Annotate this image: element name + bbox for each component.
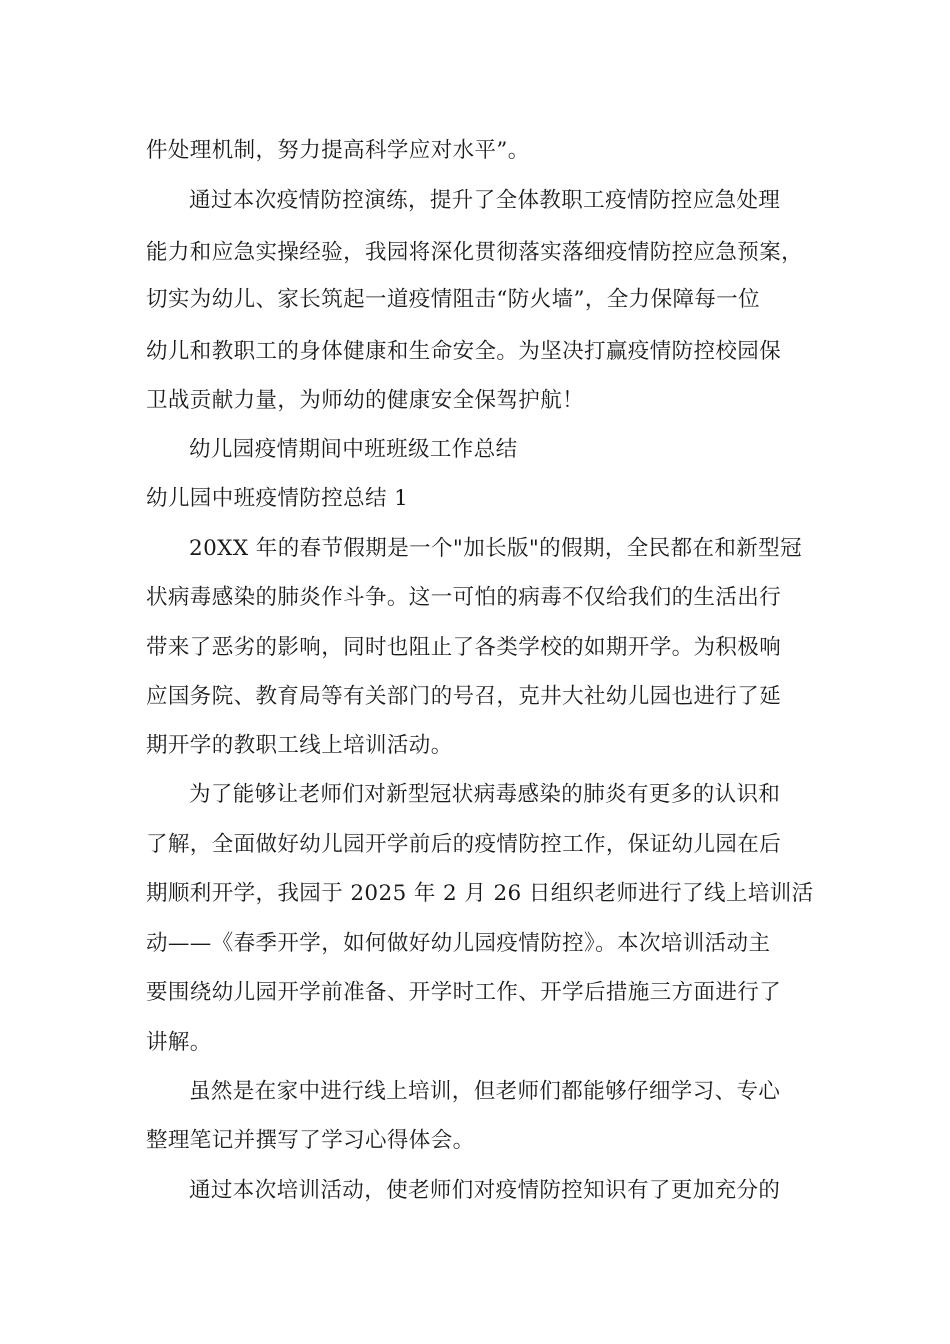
text-line: 应国务院、教育局等有关部门的号召，克井大社幼儿园也进行了延 — [146, 684, 782, 709]
text-line: 带来了恶劣的影响，同时也阻止了各类学校的如期开学。为积极响 — [146, 635, 782, 660]
text-line: 期顺利开学，我园于 2025 年 2 月 26 日组织老师进行了线上培训活 — [146, 881, 814, 906]
text-line: 讲解。 — [146, 1030, 212, 1055]
text-line: 了解，全面做好幼儿园开学前后的疫情防控工作，保证幼儿园在后 — [146, 832, 782, 857]
text-line: 通过本次培训活动，使老师们对疫情防控知识有了更加充分的 — [189, 1178, 781, 1203]
text-line: 件处理机制，努力提高科学应对水平”。 — [146, 138, 530, 163]
section-subheading: 幼儿园中班疫情防控总结 1 — [146, 486, 409, 511]
text-line: 卫战贡献力量，为师幼的健康安全保驾护航！ — [146, 388, 585, 413]
text-line: 要围绕幼儿园开学前准备、开学时工作、开学后措施三方面进行了 — [146, 980, 782, 1005]
text-line: 能力和应急实操经验，我园将深化贯彻落实落细疫情防控应急预案， — [146, 240, 804, 265]
text-line: 动——《春季开学，如何做好幼儿园疫情防控》。本次培训活动主 — [146, 931, 771, 956]
text-line: 通过本次疫情防控演练，提升了全体教职工疫情防控应急处理 — [189, 188, 781, 213]
text-line: 期开学的教职工线上培训活动。 — [146, 733, 453, 758]
text-line: 20XX 年的春节假期是一个"加长版"的假期，全民都在和新型冠 — [189, 536, 802, 561]
text-line: 幼儿和教职工的身体健康和生命安全。为坚决打赢疫情防控校园保 — [146, 339, 782, 364]
text-line: 整理笔记并撰写了学习心得体会。 — [146, 1128, 475, 1153]
section-heading: 幼儿园疫情期间中班班级工作总结 — [189, 437, 518, 462]
text-line: 虽然是在家中进行线上培训，但老师们都能够仔细学习、专心 — [189, 1079, 781, 1104]
text-line: 切实为幼儿、家长筑起一道疫情阻击“防火墙”，全力保障每一位 — [146, 287, 761, 312]
text-line: 为了能够让老师们对新型冠状病毒感染的肺炎有更多的认识和 — [189, 782, 781, 807]
text-line: 状病毒感染的肺炎作斗争。这一可怕的病毒不仅给我们的生活出行 — [146, 585, 782, 610]
